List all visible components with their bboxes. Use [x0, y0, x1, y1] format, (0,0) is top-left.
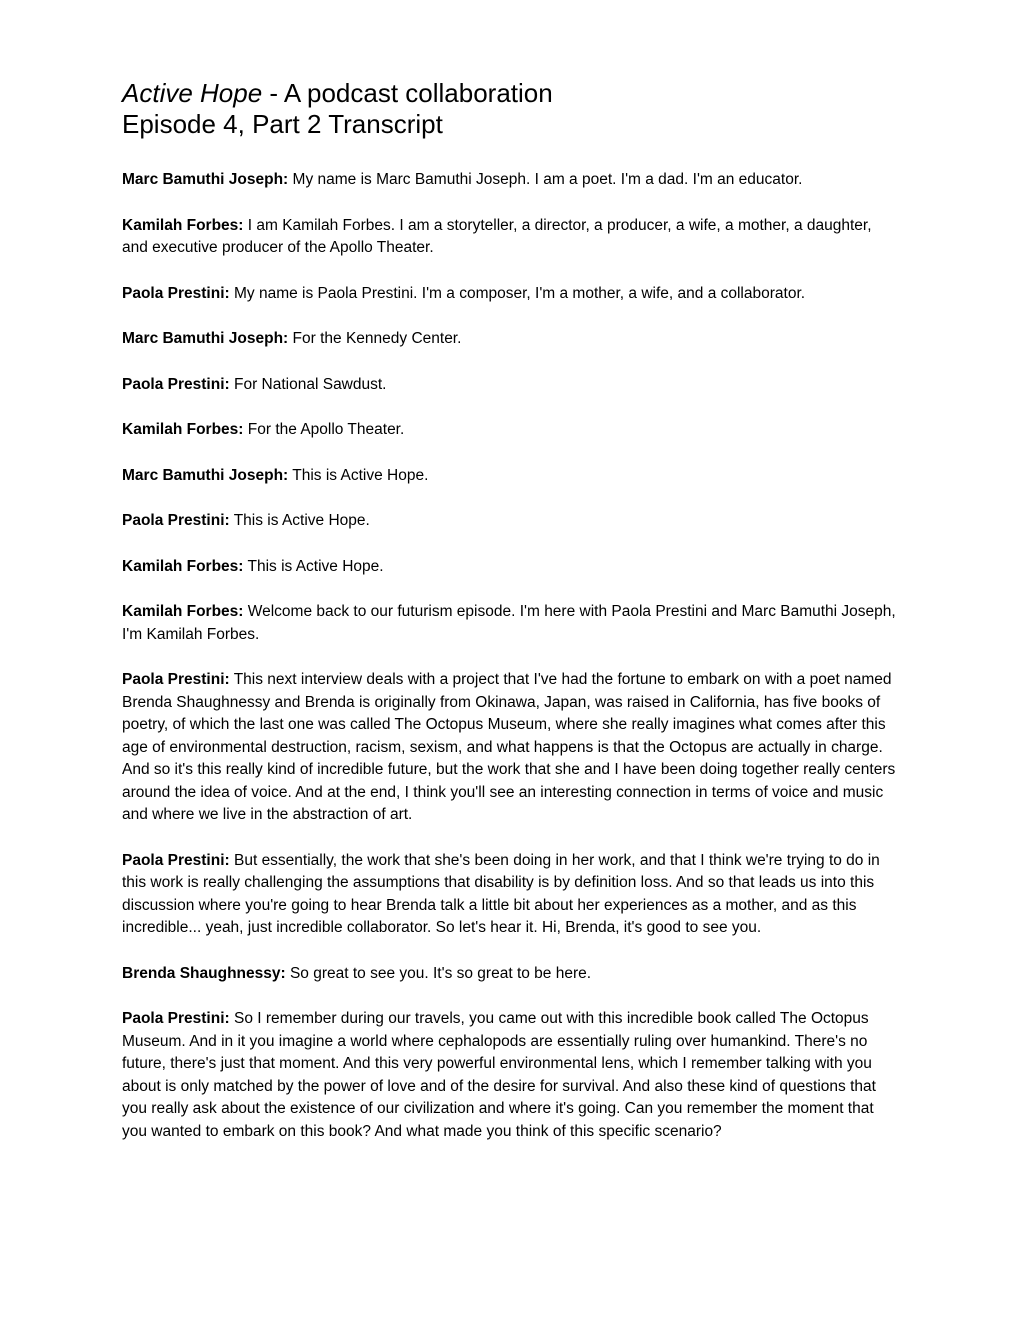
- speaker-dialogue: My name is Paola Prestini. I'm a composer, I'm a mother, a wife, and a collaborator.: [229, 284, 806, 302]
- title-italic-part: Active Hope: [122, 78, 263, 108]
- speaker-name: Kamilah Forbes:: [122, 557, 244, 575]
- speaker-name: Paola Prestini:: [122, 284, 230, 302]
- transcript-paragraph: [122, 850, 900, 940]
- page-title-line2: Episode 4, Part 2 Transcript: [122, 109, 443, 139]
- speaker-dialogue: My name is Marc Bamuthi Joseph. I am a poet. I'm a dad. I'm an educator.: [288, 171, 803, 188]
- speaker-name: Paola Prestini:: [122, 512, 230, 529]
- speaker-dialogue: This is Active Hope.: [243, 557, 384, 575]
- speaker-dialogue: This is Active Hope.: [288, 466, 429, 484]
- speaker-dialogue: This next interview deals with a project that I've had the fortune to embark on with a poet named Brenda Shaughnessy and Brenda is originally from Okinawa, Japan, was raised in California, has five books of poetry, of which the last one was called The Octopus Museum, where she really imagines what comes after this age of environmental destruction, racism, sexism, and what happens is that the Octopus are actually in charge. And so it's this really kind of incredible future, but the work that she and I have been doing together really centers around the idea of voice. And at the end, I think you'll see an interesting connection in terms of voice and music and where we live in the abstraction of art.: [122, 671, 896, 823]
- transcript-paragraph: [122, 963, 900, 986]
- speaker-dialogue: For the Apollo Theater.: [243, 421, 405, 438]
- transcript-paragraph: [122, 215, 900, 260]
- speaker-dialogue: For the Kennedy Center.: [288, 330, 462, 347]
- transcript-paragraph: [122, 419, 900, 442]
- speaker-name: Paola Prestini:: [122, 671, 230, 688]
- speaker-name: Kamilah Forbes:: [122, 216, 244, 234]
- transcript-body: [122, 169, 900, 1143]
- speaker-name: Brenda Shaughnessy:: [122, 964, 286, 982]
- transcript-paragraph: [122, 283, 900, 306]
- transcript-paragraph: [122, 328, 900, 351]
- page-title-line1: [122, 78, 553, 108]
- speaker-name: Kamilah Forbes:: [122, 603, 244, 620]
- speaker-dialogue: This is Active Hope.: [229, 512, 370, 529]
- transcript-paragraph: [122, 669, 900, 827]
- transcript-paragraph: [122, 510, 900, 533]
- speaker-name: Marc Bamuthi Joseph:: [122, 171, 289, 188]
- speaker-dialogue: I am Kamilah Forbes. I am a storyteller, a director, a producer, a wife, a mother, a daughter, and executive producer of the Apollo Theater.: [122, 216, 872, 256]
- transcript-paragraph: [122, 169, 900, 192]
- speaker-dialogue: So I remember during our travels, you came out with this incredible book called The Octopus Museum. And in it you imagine a world where cephalopods are essentially ruling over humankind. There's no future, there's just that moment. And this very powerful environmental lens, which I remember talking with you about is only matched by the power of love and of the desire for survival. And also these kind of questions that you really ask about the existence of our civilization and where it's going. Can you remember the moment that you wanted to embark on this book? And what made you think of this specific scenario?: [122, 1010, 876, 1140]
- transcript-paragraph: [122, 1008, 900, 1143]
- transcript-paragraph: [122, 556, 900, 579]
- transcript-paragraph: [122, 465, 900, 488]
- speaker-name: Paola Prestini:: [122, 375, 230, 393]
- transcript-paragraph: [122, 601, 900, 646]
- title-regular-part: - A podcast collaboration: [262, 78, 553, 108]
- speaker-name: Marc Bamuthi Joseph:: [122, 466, 289, 484]
- speaker-name: Paola Prestini:: [122, 851, 230, 869]
- transcript-paragraph: [122, 374, 900, 397]
- speaker-name: Kamilah Forbes:: [122, 421, 244, 438]
- speaker-dialogue: But essentially, the work that she's been doing in her work, and that I think we're trying to do in this work is really challenging the assumptions that disability is by definition loss. And so that leads us into this discussion where you're going to hear Brenda talk a little bit about her experiences as a mother, and as this incredible... yeah, just incredible collaborator. So let's hear it. Hi, Brenda, it's good to see you.: [122, 851, 880, 936]
- speaker-name: Paola Prestini:: [122, 1010, 230, 1027]
- speaker-dialogue: So great to see you. It's so great to be here.: [285, 964, 592, 982]
- speaker-name: Marc Bamuthi Joseph:: [122, 330, 289, 347]
- speaker-dialogue: For National Sawdust.: [229, 375, 387, 393]
- speaker-dialogue: Welcome back to our futurism episode. I'm here with Paola Prestini and Marc Bamuthi Joseph, I'm Kamilah Forbes.: [122, 603, 896, 643]
- page-title: [122, 78, 900, 140]
